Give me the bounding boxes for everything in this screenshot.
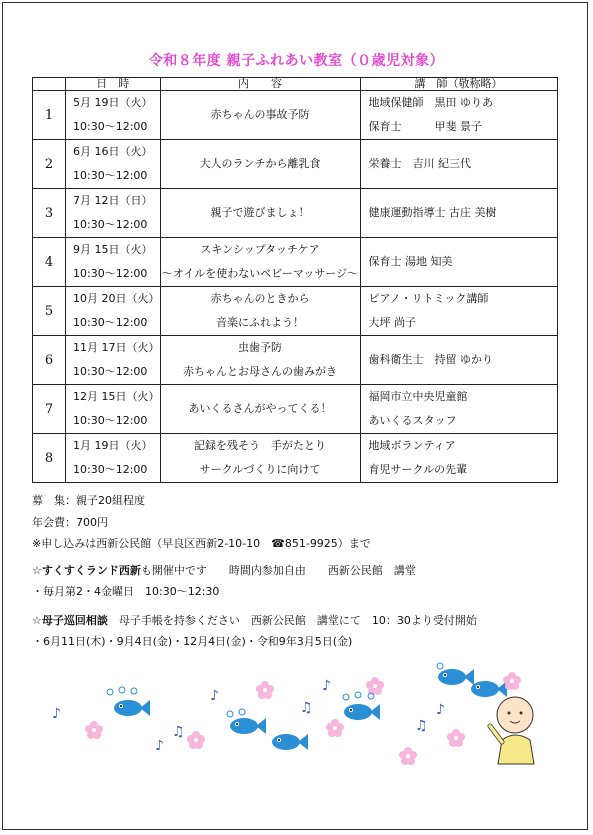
row-datetime <box>66 336 161 385</box>
row-number: 6 <box>33 336 66 385</box>
bubble-icon <box>107 663 443 717</box>
row-datetime <box>66 91 161 140</box>
cell-text: 歯科衛生士 持留 ゆかり <box>368 353 493 366</box>
cell-text: 6月 16日（火） <box>73 145 153 158</box>
cell-text: 1月 19日（火） <box>73 439 153 452</box>
header-content: 内 容 <box>160 78 360 91</box>
cell-text: 大坪 尚子 <box>368 316 416 329</box>
cell-text: 保育士 湯地 知美 <box>368 255 453 268</box>
cell-text: 9月 15日（火） <box>73 243 153 256</box>
cell-text: 5月 19日（火） <box>73 96 153 109</box>
cell-text: 保育士 甲斐 景子 <box>368 120 482 133</box>
flower-icon <box>85 721 103 739</box>
row-number: 4 <box>33 238 66 287</box>
cell-text: 10:30～12:00 <box>73 414 148 427</box>
row-datetime <box>66 238 161 287</box>
row-content <box>160 385 360 434</box>
svg-text:♪: ♪ <box>322 678 331 694</box>
flower-icon <box>326 719 344 737</box>
table-row <box>33 91 558 140</box>
schedule-table <box>32 77 558 483</box>
row-datetime <box>66 385 161 434</box>
cell-text: 12月 15日（火） <box>73 390 160 403</box>
row-datetime <box>66 287 161 336</box>
row-content <box>160 91 360 140</box>
cell-text: 10:30～12:00 <box>73 218 148 231</box>
cell-text: 親子で遊びましょ！ <box>210 206 310 219</box>
cell-text: 赤ちゃんのときから <box>210 292 310 305</box>
table-row <box>33 336 558 385</box>
row-number: 7 <box>33 385 66 434</box>
cell-text: 10:30～12:00 <box>73 316 148 329</box>
cell-text: あいくるスタッフ <box>368 414 457 427</box>
cell-text: 7月 12日（日） <box>73 194 153 207</box>
table-row <box>33 385 558 434</box>
cell-text: 虫歯予防 <box>238 341 282 354</box>
flower-icon <box>256 681 274 699</box>
table-row <box>33 434 558 483</box>
consult-dates: ・6月11日(木)・9月4日(金)・12月4日(金)・令和9年3月5日(金) <box>32 635 353 648</box>
cell-text: 地域ボランティア <box>368 439 456 452</box>
row-content <box>160 287 360 336</box>
cell-text: 記録を残そう 手がたとり <box>194 439 326 452</box>
row-number: 3 <box>33 189 66 238</box>
decoration-illustration <box>0 660 593 770</box>
apply-text: ※申し込みは西新公民館（早良区西新2-10-10 ☎851-9925）まで <box>32 537 371 550</box>
cell-text: スキンシップタッチケア <box>200 243 320 256</box>
table-header-row <box>33 78 558 91</box>
header-date: 日 時 <box>66 78 161 91</box>
baby-illustration-icon <box>490 697 534 764</box>
cell-text: 赤ちゃんとお母さんの歯みがき <box>183 365 337 378</box>
cell-text: 栄養士 吉川 紀三代 <box>368 157 471 170</box>
row-content <box>160 238 360 287</box>
cell-text: ～オイルを使わないベビーマッサージ～ <box>161 267 359 280</box>
fish-icon <box>344 704 380 720</box>
svg-text:♪: ♪ <box>155 738 164 754</box>
cell-text: 音楽にふれよう！ <box>216 316 304 329</box>
table-row <box>33 287 558 336</box>
svg-text:♫: ♫ <box>300 700 313 716</box>
row-datetime <box>66 189 161 238</box>
flower-icon <box>187 731 205 749</box>
row-teacher <box>360 336 557 385</box>
consult-line <box>32 612 477 628</box>
consult-desc: 母子手帳を持参ください 西新公民館 講堂にて 10：30より受付開始 <box>107 614 477 627</box>
row-number: 1 <box>33 91 66 140</box>
cell-text: ピアノ・リトミック講師 <box>368 292 489 305</box>
flower-icon <box>503 672 521 690</box>
svg-text:♫: ♫ <box>415 718 428 734</box>
sukusuku-land-schedule: ・毎月第2・4金曜日 10:30～12:30 <box>32 585 220 598</box>
header-num <box>33 78 66 91</box>
row-teacher <box>360 91 557 140</box>
cell-text: 11月 17日（火） <box>73 341 160 354</box>
consult-title: ☆母子巡回相談 <box>32 614 108 627</box>
sukusuku-land-line <box>32 562 416 578</box>
row-teacher <box>360 140 557 189</box>
fish-icon <box>471 681 507 697</box>
cell-text: サークルづくりに向けて <box>199 463 321 476</box>
sukusuku-land-desc: も開催中です 時間内参加自由 西新公民館 講堂 <box>140 564 416 577</box>
fee-text: 年会費：700円 <box>32 516 108 529</box>
cell-text: 福岡市立中央児童館 <box>368 390 468 403</box>
row-teacher <box>360 238 557 287</box>
row-content <box>160 434 360 483</box>
svg-text:♪: ♪ <box>52 706 61 722</box>
cell-text: 健康運動指導士 古庄 美樹 <box>368 206 497 219</box>
fish-icon <box>114 700 150 716</box>
cell-text: あいくるさんがやってくる！ <box>188 402 332 415</box>
recruit-text: 募 集：親子20組程度 <box>32 494 145 507</box>
cell-text: 大人のランチから離乳食 <box>199 157 321 170</box>
table-row <box>33 238 558 287</box>
row-content <box>160 140 360 189</box>
row-datetime <box>66 434 161 483</box>
cell-text: 10月 20日（火） <box>73 292 160 305</box>
flower-icon <box>366 677 384 695</box>
cell-text: 地域保健師 黒田 ゆりあ <box>368 96 493 109</box>
table-row <box>33 189 558 238</box>
cell-text: 10:30～12:00 <box>73 169 148 182</box>
row-teacher <box>360 189 557 238</box>
flower-icon <box>399 747 417 765</box>
fish-icon <box>230 718 266 734</box>
row-teacher <box>360 385 557 434</box>
header-teacher: 講 師（敬称略） <box>360 78 557 91</box>
row-number: 2 <box>33 140 66 189</box>
row-number: 5 <box>33 287 66 336</box>
row-teacher <box>360 434 557 483</box>
cell-text: 育児サークルの先輩 <box>368 463 468 476</box>
cell-text: 10:30～12:00 <box>73 365 148 378</box>
svg-text:♪: ♪ <box>436 702 445 718</box>
page-title: 令和８年度 親子ふれあい教室（０歳児対象） <box>148 53 445 69</box>
row-teacher <box>360 287 557 336</box>
row-content <box>160 189 360 238</box>
cell-text: 10:30～12:00 <box>73 267 148 280</box>
svg-text:♪: ♪ <box>210 688 219 704</box>
sukusuku-land-title: ☆すくすくランド西新 <box>32 564 141 577</box>
row-datetime <box>66 140 161 189</box>
svg-text:♫: ♫ <box>172 724 185 740</box>
cell-text: 赤ちゃんの事故予防 <box>210 108 310 121</box>
row-number: 8 <box>33 434 66 483</box>
cell-text: 10:30～12:00 <box>73 463 148 476</box>
flower-icon <box>447 729 465 747</box>
fish-icon <box>438 669 474 685</box>
table-row <box>33 140 558 189</box>
row-content <box>160 336 360 385</box>
cell-text: 10:30～12:00 <box>73 120 148 133</box>
fish-icon <box>272 734 308 750</box>
